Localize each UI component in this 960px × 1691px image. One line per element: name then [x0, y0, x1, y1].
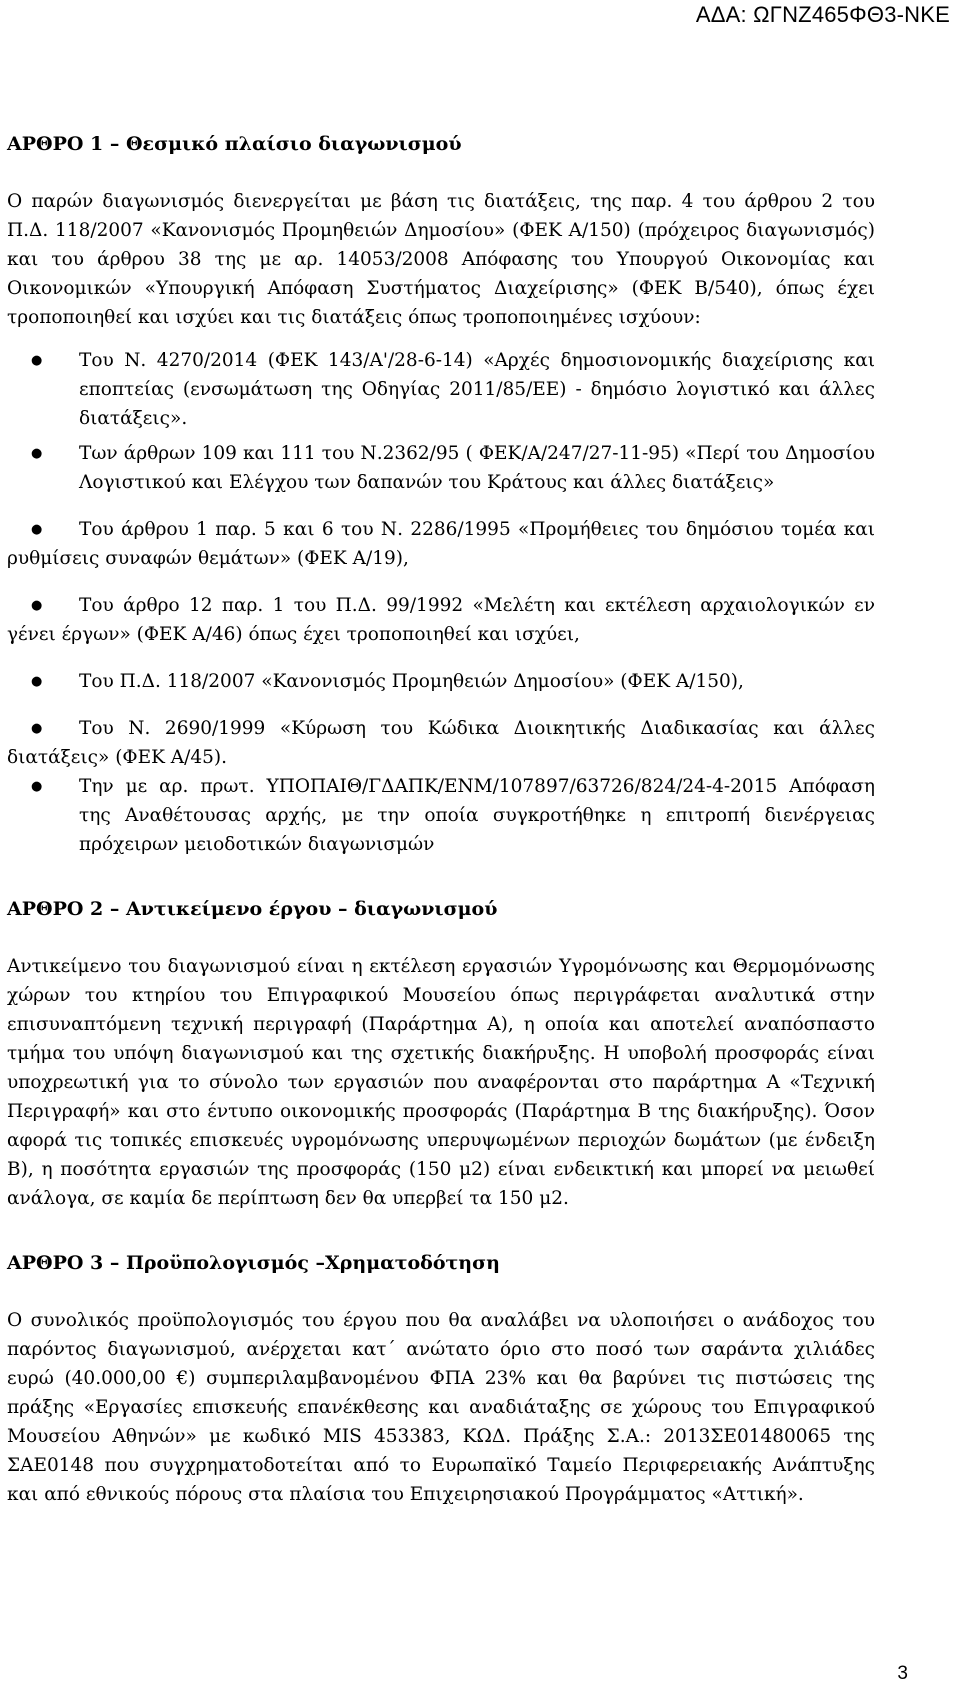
ada-code: ΑΔΑ: ΩΓΝΖ465ΦΘ3-ΝΚΕ — [695, 2, 950, 27]
list-item: ● Του Ν. 4270/2014 (ΦΕΚ 143/Α'/28-6-14) «Αρχές δημοσιονομικής διαχείρισης και εποπτείας (ενσωμάτωση της Οδηγίας 2011/85/ΕΕ) - δημόσιο λογιστικό και άλλες διατάξεις». — [7, 346, 875, 433]
article-1-heading: ΑΡΘΡΟ 1 – Θεσμικό πλαίσιο διαγωνισμού — [7, 133, 462, 155]
document-body — [7, 130, 875, 1509]
list-item: ● Την με αρ. πρωτ. ΥΠΟΠΑΙΘ/ΓΔΑΠΚ/ΕΝΜ/107897/63726/824/24-4-2015 Απόφαση της Αναθέτουσας αρχής, με την οποία συγκροτήθηκε η επιτροπή διενέργειας πρόχειρων μειοδοτικών διαγωνισμών — [7, 772, 875, 859]
article-2-heading: ΑΡΘΡΟ 2 – Αντικείμενο έργου – διαγωνισμού — [7, 898, 498, 920]
article-2-body: Αντικείμενο του διαγωνισμού είναι η εκτέλεση εργασιών Υγρομόνωσης και Θερμομόνωσης χώρων του κτηρίου του Επιγραφικού Μουσείου όπως περιγράφεται αναλυτικά στην επισυναπτόμενη τεχνική περιγραφή (Παράρτημα Α), η οποία και αποτελεί αναπόσπαστο τμήμα του υπόψη διαγωνισμού και της σχετικής διακήρυξης. Η υποβολή προσφοράς είναι υποχρεωτική για το σύνολο των εργασιών που αναφέρονται στο παράρτημα Α «Τεχνική Περιγραφή» και στο έντυπο οικονομικής προσφοράς (Παράρτημα Β της διακήρυξης). Όσον αφορά τις τοπικές επισκευές υγρομόνωσης υπερυψωμένων περιοχών δωμάτων (με ένδειξη Β), η ποσότητα εργασιών της προσφοράς (150 μ2) είναι ενδεικτική και μπορεί να μειωθεί ανάλογα, σε καμία δε περίπτωση δεν θα υπερβεί τα 150 μ2. — [7, 956, 875, 1209]
article-1-intro: Ο παρών διαγωνισμός διενεργείται με βάση τις διατάξεις, της παρ. 4 του άρθρου 2 του Π.Δ. 118/2007 «Κανονισμός Προμηθειών Δημοσίου» (ΦΕΚ Α/150) (πρόχειρος διαγωνισμός) και του άρθρου 38 της με αρ. 14053/2008 Απόφασης του Υπουργού Οικονομίας και Οικονομικών «Υπουργική Απόφαση Συστήματος Διαχείρισης» (ΦΕΚ Β/540), όπως έχει τροποποιηθεί και ισχύει και τις διατάξεις όπως τροποποιημένες ισχύουν: — [7, 191, 875, 328]
list-item: ● Του Ν. 2690/1999 «Κύρωση του Κώδικα Διοικητικής Διαδικασίας και άλλες διατάξεις» (ΦΕΚ Α/45). — [7, 714, 875, 772]
list-item: ● Του Π.Δ. 118/2007 «Κανονισμός Προμηθειών Δημοσίου» (ΦΕΚ Α/150), — [7, 667, 875, 696]
article-3-body: Ο συνολικός προϋπολογισμός του έργου που θα αναλάβει να υλοποιήσει ο ανάδοχος του παρόντος διαγωνισμού, ανέρχεται κατ΄ ανώτατο όριο στο ποσό των σαράντα χιλιάδες ευρώ (40.000,00 €) συμπεριλαμβανομένου ΦΠΑ 23% και θα βαρύνει τις πιστώσεις της πράξης «Εργασίες επισκευής επανέκθεσης και αναδιάταξης σε χώρους του Επιγραφικού Μουσείου Αθηνών» με κωδικό MIS 453383, ΚΩΔ. Πράξης Σ.Α.: 2013ΣΕ01480065 της ΣΑΕ0148 που συγχρηματοδοτείται από το Ευρωπαϊκό Ταμείο Περιφερειακής Ανάπτυξης και από εθνικούς πόρους στα πλαίσια του Επιχειρησιακού Προγράμματος «Αττική». — [7, 1310, 875, 1505]
list-item: ● Του άρθρου 1 παρ. 5 και 6 του Ν. 2286/1995 «Προμήθειες του δημόσιου τομέα και ρυθμίσεις συναφών θεμάτων» (ΦΕΚ Α/19), — [7, 515, 875, 573]
list-item: ● Των άρθρων 109 και 111 του Ν.2362/95 ( ΦΕΚ/Α/247/27-11-95) «Περί του Δημοσίου Λογιστικού και Ελέγχου των δαπανών του Κράτους και άλλες διατάξεις» — [7, 439, 875, 497]
page-number: 3 — [897, 1663, 908, 1684]
article-3-heading: ΑΡΘΡΟ 3 – Προϋπολογισμός –Χρηματοδότηση — [7, 1252, 500, 1274]
legal-basis-list — [7, 346, 875, 859]
list-item: ● Του άρθρο 12 παρ. 1 του Π.Δ. 99/1992 «Μελέτη και εκτέλεση αρχαιολογικών εν γένει έργων» (ΦΕΚ Α/46) όπως έχει τροποποιηθεί και ισχύει, — [7, 591, 875, 649]
